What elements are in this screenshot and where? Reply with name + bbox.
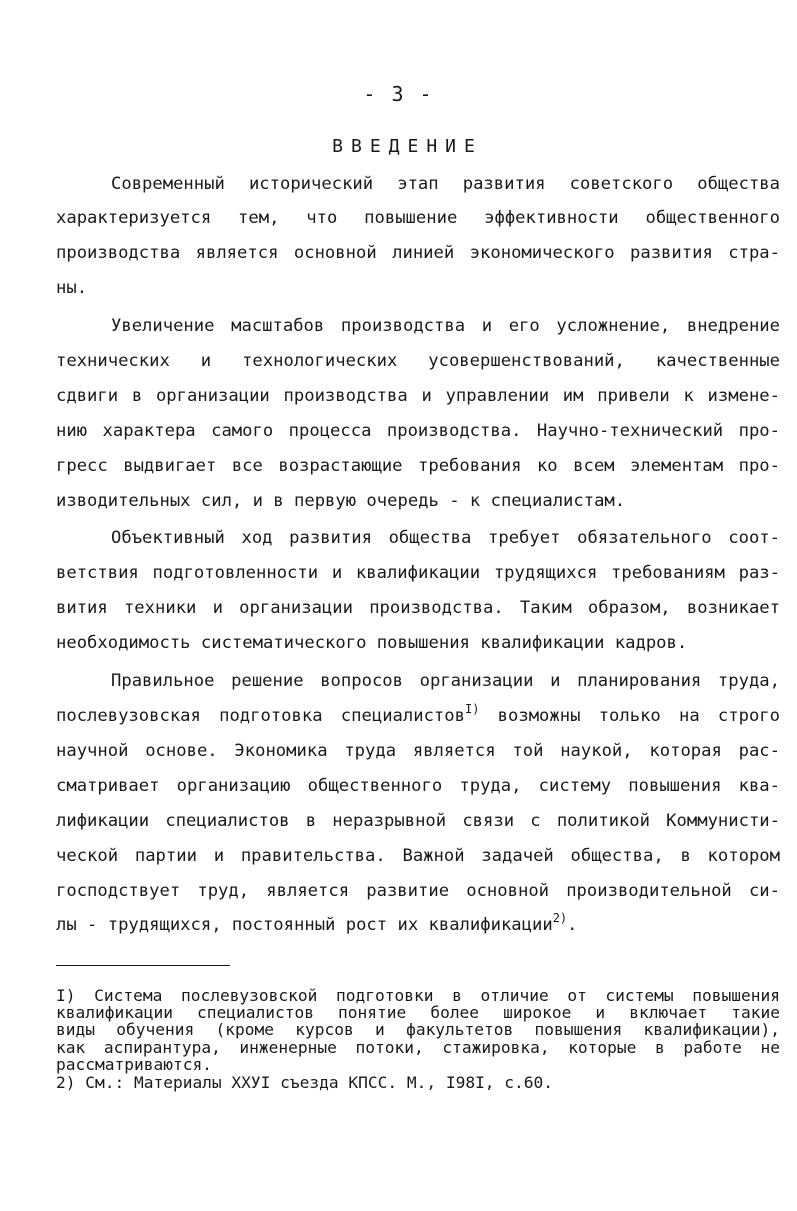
paragraph-3-line-2: ветствия подготовленности и квалификации трудящихся требованиям раз- [56, 563, 780, 583]
paragraph-3-line-1: Объективный ход развития общества требует обязательного соот- [111, 528, 780, 548]
page-title: ВВЕДЕНИЕ [332, 136, 483, 157]
paragraph-3-line-3: вития техники и организации производства. Таким образом, возникает [56, 598, 780, 618]
paragraph-4-line-1: Правильное решение вопросов организации и планирования труда, [111, 671, 780, 691]
paragraph-2-line-5: гресс выдвигает все возрастающие требования ко всем элементам про- [56, 456, 780, 476]
paragraph-1-line-2: характеризуется тем, что повышение эффективности общественного [56, 208, 780, 228]
paragraph-2-line-3: сдвиги в организации производства и управлении им привели к измене- [56, 386, 780, 406]
paragraph-4-line-7: господствует труд, является развитие основной производительной си- [56, 881, 780, 901]
paragraph-1-line-1: Современный исторический этап развития советского общества [111, 174, 780, 194]
footnote-2: 2) См.: Материалы XXУI съезда КПСС. М., I98I, с.60. [56, 1073, 554, 1092]
paragraph-4-line-6: ческой партии и правительства. Важной задачей общества, в котором [56, 846, 780, 866]
paragraph-1-line-4: ны. [56, 278, 88, 298]
footnote-marker-2: 2) [552, 911, 568, 925]
paragraph-3-line-4: необходимость систематического повышения квалификации кадров. [56, 633, 688, 653]
paragraph-2-line-2: технических и технологических усовершенствований, качественные [56, 351, 780, 371]
paragraph-4-line-2-text-a: послевузовская подготовка специалистов [56, 706, 465, 726]
paragraph-4-line-5: лификации специалистов в неразрывной связи с политикой Коммунисти- [56, 811, 780, 831]
paragraph-2-line-6: изводительных сил, и в первую очередь - к специалистам. [56, 491, 626, 511]
paragraph-4-line-3: научной основе. Экономика труда является той наукой, которая рас- [56, 741, 780, 761]
paragraph-4-line-8-text-b: . [567, 915, 578, 935]
paragraph-4-line-2 [56, 702, 780, 727]
footnote-marker-1: I) [464, 702, 480, 716]
paragraph-1-line-3: производства является основной линией экономического развития стра- [56, 243, 780, 263]
footnote-1-line-5: рассматриваются. [56, 1055, 212, 1074]
footnote-divider [56, 965, 230, 966]
paragraph-2-line-4: нию характера самого процесса производства. Научно-технический про- [56, 421, 780, 441]
page-number: - 3 - [363, 82, 434, 106]
footnote-1-line-1: I) Система послевузовской подготовки в отличие от системы повышения [56, 986, 780, 1005]
footnote-1-line-3: виды обучения (кроме курсов и факультетов повышения квалификации), [56, 1020, 780, 1039]
paragraph-4-line-8 [56, 911, 780, 936]
paragraph-2-line-1: Увеличение масштабов производства и его усложнение, внедрение [111, 316, 780, 336]
footnote-1-line-4: как аспирантура, инженерные потоки, стажировка, которые в работе не [56, 1038, 780, 1057]
paragraph-4-line-8-text-a: лы - трудящихся, постоянный рост их квалификации [56, 915, 553, 935]
paragraph-4-line-4: сматривает организацию общественного труда, систему повышения ква- [56, 776, 780, 796]
footnote-1-line-2: квалификации специалистов понятие более широкое и включает такие [56, 1003, 780, 1022]
paragraph-4-line-2-text-b: возможны только на строго [479, 706, 780, 726]
